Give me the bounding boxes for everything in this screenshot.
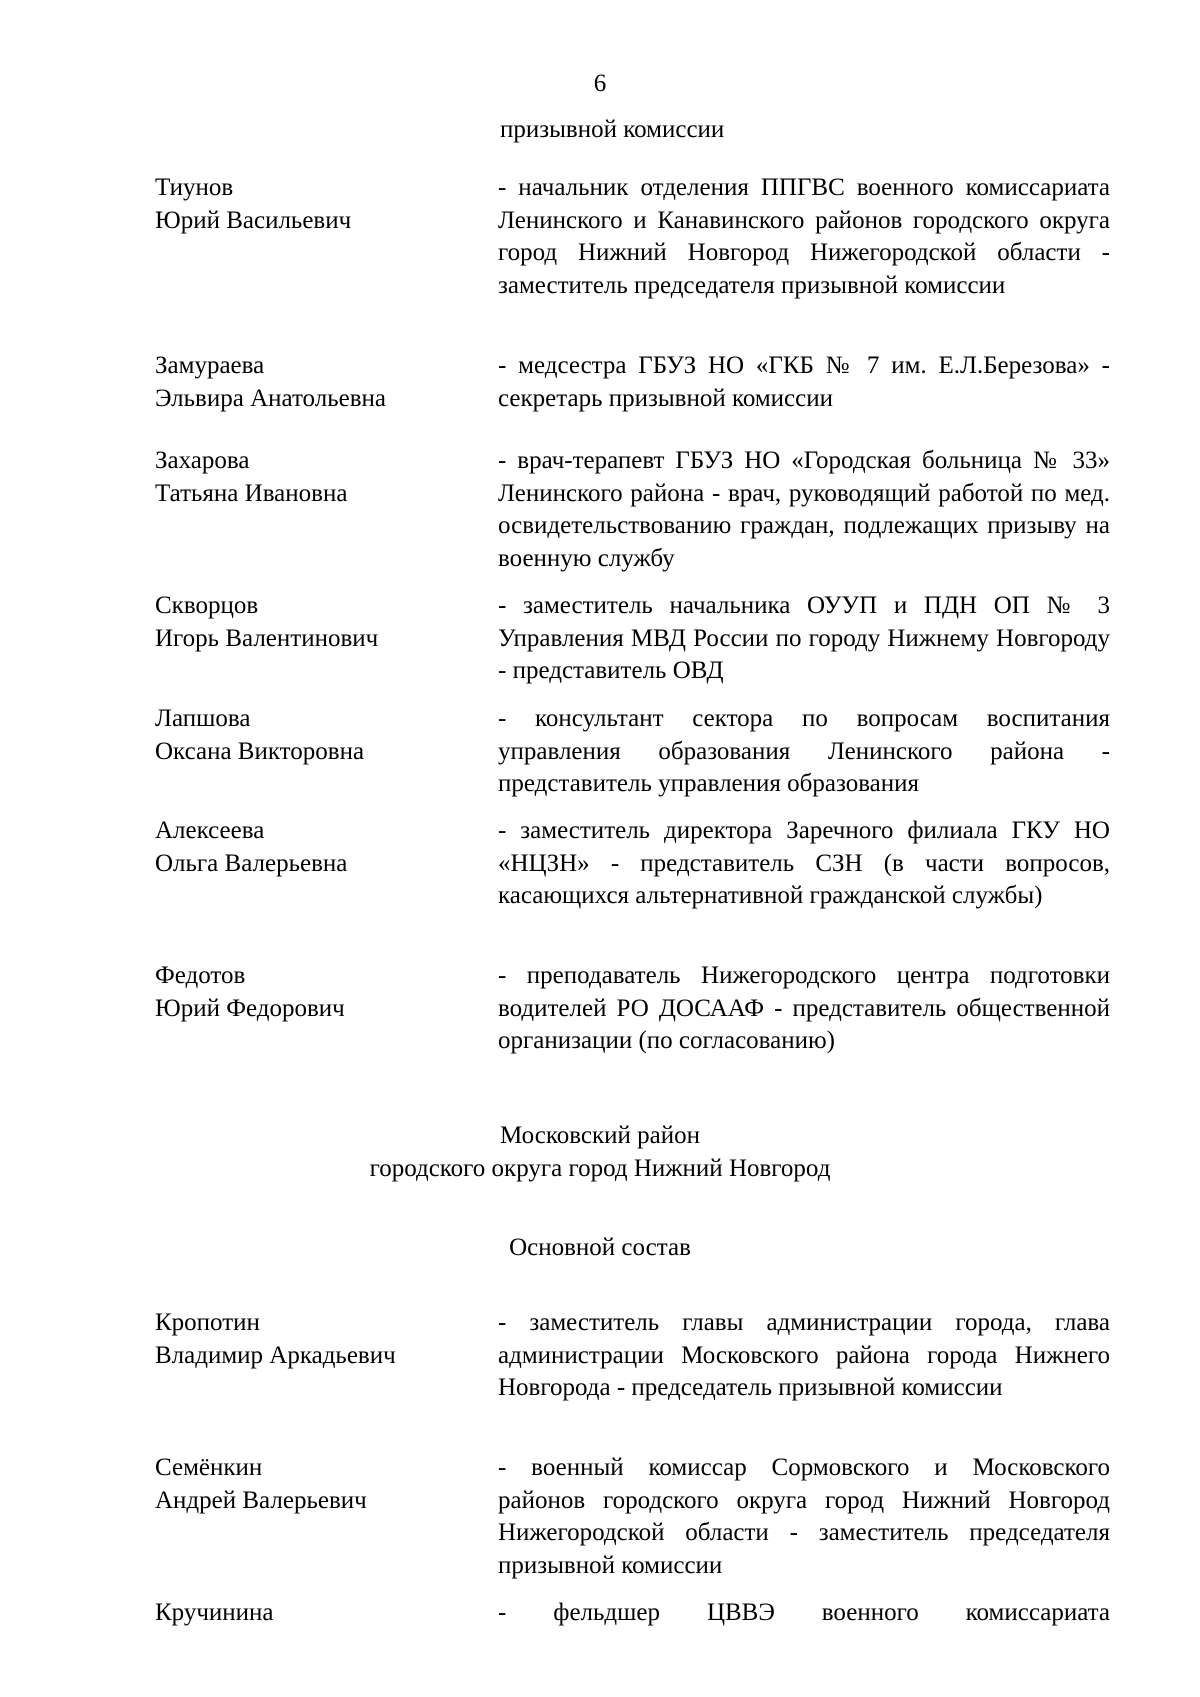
member-surname: Федотов	[155, 962, 246, 989]
member-surname: Замураева	[155, 352, 265, 379]
member-surname: Кропотин	[155, 1309, 260, 1336]
member-given-name: Эльвира Анатольевна	[155, 384, 386, 412]
member-name	[155, 1452, 475, 1517]
member-role: - заместитель директора Заречного филиала ГКУ НО «НЦЗН» - представитель СЗН (в части вопросов, касающихся альтернативной гражданской службы)	[498, 817, 1110, 909]
composition-heading	[0, 1232, 1200, 1265]
member-given-name: Ольга Валерьевна	[155, 849, 348, 877]
member-role: - заместитель главы администрации города, глава администрации Московского района города Нижнего Новгорода - председатель призывной комиссии	[498, 1309, 1110, 1401]
member-name	[155, 1597, 475, 1630]
member-surname: Лапшова	[155, 705, 251, 732]
district-heading-line: Московский район	[500, 1122, 700, 1149]
member-role: - фельдшер ЦВВЭ военного комиссариата	[498, 1599, 1110, 1626]
member-name	[155, 350, 475, 415]
district-heading-line: городского округа город Нижний Новгород	[369, 1154, 831, 1182]
member-surname: Скворцов	[155, 592, 259, 619]
member-role: - медсестра ГБУЗ НО «ГКБ № 7 им. Е.Л.Березова» - секретарь призывной комиссии	[498, 352, 1110, 412]
member-name	[155, 960, 475, 1025]
member-given-name: Юрий Васильевич	[155, 206, 352, 234]
member-surname: Алексеева	[155, 817, 265, 844]
member-given-name: Игорь Валентинович	[155, 624, 379, 652]
member-name	[155, 590, 475, 655]
member-name	[155, 172, 475, 237]
member-given-name: Татьяна Ивановна	[155, 479, 348, 507]
member-given-name: Оксана Викторовна	[155, 737, 365, 765]
composition-heading-text: Основной состав	[509, 1234, 691, 1261]
member-role: - заместитель начальника ОУУП и ПДН ОП № 3 Управления МВД России по городу Нижнему Новгороду - представитель ОВД	[498, 592, 1110, 684]
member-role: - начальник отделения ППГВС военного комиссариата Ленинского и Канавинского районов городского округа город Нижний Новгород Нижегородской области - заместитель председателя призывной комиссии	[498, 174, 1110, 299]
member-role: - преподаватель Нижегородского центра подготовки водителей РО ДОСААФ - представитель общественной организации (по согласованию)	[498, 962, 1110, 1054]
member-surname: Захарова	[155, 447, 250, 474]
member-name	[155, 703, 475, 768]
member-name	[155, 1307, 475, 1372]
page-number: 6	[593, 70, 607, 97]
member-name	[155, 815, 475, 880]
member-given-name: Андрей Валерьевич	[155, 1486, 367, 1514]
member-role: - консультант сектора по вопросам воспитания управления образования Ленинского района - представитель управления образования	[498, 705, 1110, 797]
member-role: - врач-терапевт ГБУЗ НО «Городская больница № 33» Ленинского района - врач, руководящий работой по мед. освидетельствованию граждан, подлежащих призыву на военную службу	[498, 447, 1110, 572]
member-given-name: Юрий Федорович	[155, 994, 345, 1022]
continuation-text: призывной комиссии	[500, 116, 725, 143]
member-given-name: Владимир Аркадьевич	[155, 1341, 396, 1369]
member-surname: Семёнкин	[155, 1454, 263, 1481]
member-name	[155, 445, 475, 510]
district-heading	[0, 1120, 1200, 1185]
member-surname: Тиунов	[155, 174, 234, 201]
member-surname: Кручинина	[155, 1599, 274, 1626]
member-role: - военный комиссар Сормовского и Московского районов городского округа город Нижний Новгород Нижегородской области - заместитель председателя призывной комиссии	[498, 1454, 1110, 1579]
